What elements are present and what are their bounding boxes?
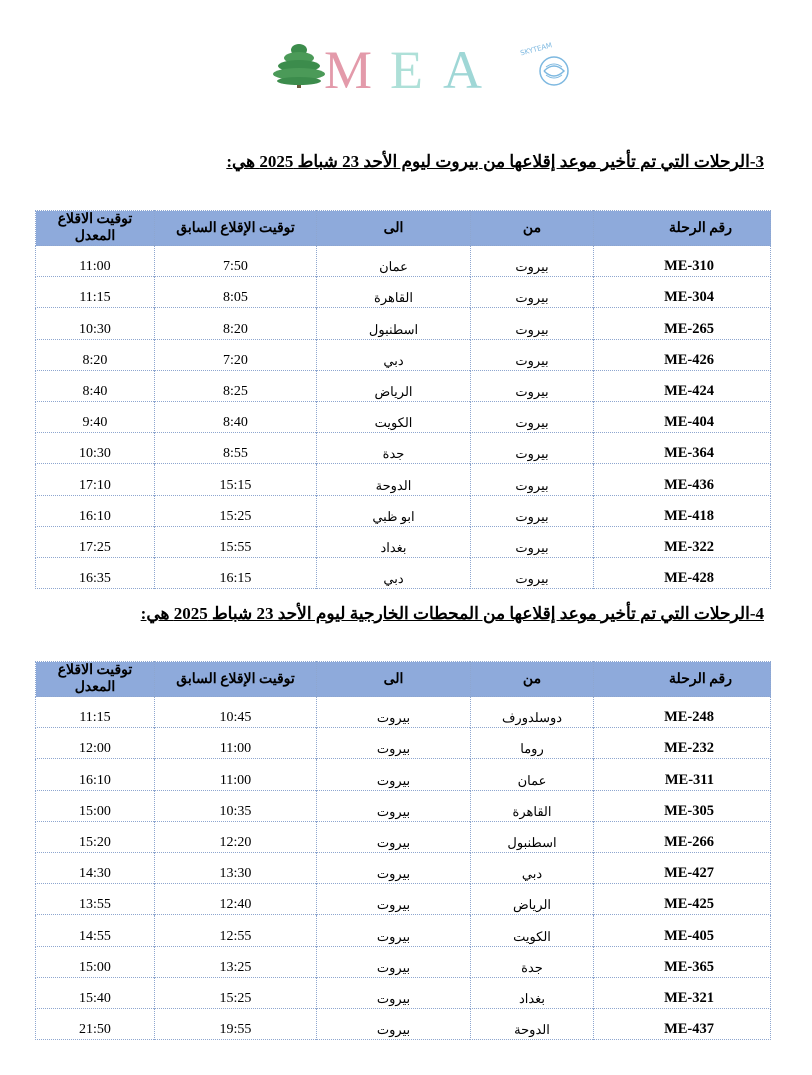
- cell-flight-number: ME-428: [594, 557, 771, 588]
- cell-flight-number: ME-321: [594, 977, 771, 1008]
- cell-previous-departure: 8:25: [155, 370, 317, 401]
- cell-to: القاهرة: [317, 277, 471, 308]
- cell-to: الكويت: [317, 401, 471, 432]
- cell-flight-number: ME-364: [594, 433, 771, 464]
- cell-flight-number: ME-265: [594, 308, 771, 339]
- cell-flight-number: ME-305: [594, 790, 771, 821]
- header-revised-departure: توقيت الاقلاع المعدل: [36, 662, 155, 697]
- mea-logo: [272, 38, 577, 94]
- cell-revised-departure: 15:40: [36, 977, 155, 1008]
- cell-to: بغداد: [317, 526, 471, 557]
- cell-revised-departure: 16:35: [36, 557, 155, 588]
- cell-previous-departure: 8:55: [155, 433, 317, 464]
- cell-previous-departure: 11:00: [155, 728, 317, 759]
- cell-flight-number: ME-232: [594, 728, 771, 759]
- cell-revised-departure: 11:00: [36, 246, 155, 277]
- cell-flight-number: ME-322: [594, 526, 771, 557]
- cedar-tree-icon: [273, 44, 325, 88]
- cell-revised-departure: 12:00: [36, 728, 155, 759]
- table-row: [36, 821, 771, 852]
- cell-previous-departure: 12:55: [155, 915, 317, 946]
- logo-letter-a: A: [443, 40, 482, 94]
- cell-previous-departure: 15:15: [155, 464, 317, 495]
- cell-from: بيروت: [471, 308, 594, 339]
- cell-from: بيروت: [471, 526, 594, 557]
- cell-revised-departure: 14:30: [36, 852, 155, 883]
- cell-to: جدة: [317, 433, 471, 464]
- table-row: [36, 1008, 771, 1039]
- cell-flight-number: ME-426: [594, 339, 771, 370]
- cell-to: دبي: [317, 557, 471, 588]
- table-row: [36, 790, 771, 821]
- cell-from: بغداد: [471, 977, 594, 1008]
- departures-from-beirut-table: [35, 210, 771, 589]
- cell-flight-number: ME-418: [594, 495, 771, 526]
- cell-to: بيروت: [317, 915, 471, 946]
- skyteam-icon: [540, 57, 568, 85]
- cell-from: بيروت: [471, 339, 594, 370]
- cell-flight-number: ME-424: [594, 370, 771, 401]
- cell-previous-departure: 8:05: [155, 277, 317, 308]
- cell-from: بيروت: [471, 464, 594, 495]
- logo-letter-e: E: [390, 40, 423, 94]
- cell-from: دوسلدورف: [471, 697, 594, 728]
- cell-revised-departure: 10:30: [36, 308, 155, 339]
- cell-previous-departure: 15:25: [155, 495, 317, 526]
- cell-revised-departure: 11:15: [36, 697, 155, 728]
- table-header-row: [36, 211, 771, 246]
- header-previous-departure: توقيت الإقلاع السابق: [155, 211, 317, 246]
- cell-revised-departure: 17:25: [36, 526, 155, 557]
- cell-to: بيروت: [317, 884, 471, 915]
- cell-from: روما: [471, 728, 594, 759]
- cell-from: عمان: [471, 759, 594, 790]
- table-row: [36, 464, 771, 495]
- cell-to: بيروت: [317, 697, 471, 728]
- table-row: [36, 728, 771, 759]
- table-row: [36, 884, 771, 915]
- header-to: الى: [317, 662, 471, 697]
- cell-revised-departure: 16:10: [36, 759, 155, 790]
- cell-flight-number: ME-436: [594, 464, 771, 495]
- table-row: [36, 697, 771, 728]
- cell-to: ابو ظبي: [317, 495, 471, 526]
- cell-previous-departure: 12:20: [155, 821, 317, 852]
- table-row: [36, 401, 771, 432]
- cell-revised-departure: 13:55: [36, 884, 155, 915]
- table-row: [36, 308, 771, 339]
- cell-from: بيروت: [471, 495, 594, 526]
- cell-previous-departure: 7:50: [155, 246, 317, 277]
- table-row: [36, 495, 771, 526]
- cell-from: الدوحة: [471, 1008, 594, 1039]
- cell-to: بيروت: [317, 977, 471, 1008]
- cell-flight-number: ME-437: [594, 1008, 771, 1039]
- skyteam-label: SKYTEAM: [519, 41, 553, 58]
- table-row: [36, 852, 771, 883]
- table-row: [36, 277, 771, 308]
- cell-previous-departure: 13:25: [155, 946, 317, 977]
- cell-to: بيروت: [317, 759, 471, 790]
- cell-revised-departure: 16:10: [36, 495, 155, 526]
- cell-from: بيروت: [471, 370, 594, 401]
- cell-to: بيروت: [317, 821, 471, 852]
- cell-from: بيروت: [471, 277, 594, 308]
- cell-revised-departure: 15:00: [36, 946, 155, 977]
- header-to: الى: [317, 211, 471, 246]
- section-4-title: 4-الرحلات التي تم تأخير موعد إقلاعها من المحطات الخارجية ليوم الأحد 23 شباط 2025 هي:: [140, 604, 764, 623]
- cell-to: الدوحة: [317, 464, 471, 495]
- table-row: [36, 977, 771, 1008]
- cell-previous-departure: 16:15: [155, 557, 317, 588]
- cell-flight-number: ME-248: [594, 697, 771, 728]
- cell-flight-number: ME-304: [594, 277, 771, 308]
- cell-previous-departure: 7:20: [155, 339, 317, 370]
- cell-from: جدة: [471, 946, 594, 977]
- table-row: [36, 915, 771, 946]
- cell-flight-number: ME-405: [594, 915, 771, 946]
- departures-from-external-stations-table: [35, 661, 771, 1040]
- cell-to: اسطنبول: [317, 308, 471, 339]
- section-3-title: 3-الرحلات التي تم تأخير موعد إقلاعها من بيروت ليوم الأحد 23 شباط 2025 هي:: [226, 152, 764, 171]
- cell-revised-departure: 10:30: [36, 433, 155, 464]
- cell-previous-departure: 13:30: [155, 852, 317, 883]
- cell-previous-departure: 8:20: [155, 308, 317, 339]
- cell-revised-departure: 15:00: [36, 790, 155, 821]
- cell-previous-departure: 12:40: [155, 884, 317, 915]
- table-row: [36, 526, 771, 557]
- table-row: [36, 557, 771, 588]
- cell-revised-departure: 8:20: [36, 339, 155, 370]
- cell-flight-number: ME-425: [594, 884, 771, 915]
- cell-revised-departure: 17:10: [36, 464, 155, 495]
- table-row: [36, 246, 771, 277]
- cell-from: بيروت: [471, 246, 594, 277]
- cell-from: بيروت: [471, 433, 594, 464]
- header-revised-departure: توقيت الاقلاع المعدل: [36, 211, 155, 246]
- table-row: [36, 370, 771, 401]
- table-header-row: [36, 662, 771, 697]
- cell-from: الرياض: [471, 884, 594, 915]
- cell-from: بيروت: [471, 401, 594, 432]
- header-flight-number: رقم الرحلة: [594, 211, 771, 246]
- cell-flight-number: ME-266: [594, 821, 771, 852]
- cell-previous-departure: 15:25: [155, 977, 317, 1008]
- header-previous-departure: توقيت الإقلاع السابق: [155, 662, 317, 697]
- cell-to: بيروت: [317, 1008, 471, 1039]
- cell-to: بيروت: [317, 852, 471, 883]
- cell-flight-number: ME-311: [594, 759, 771, 790]
- table-row: [36, 339, 771, 370]
- cell-from: بيروت: [471, 557, 594, 588]
- cell-previous-departure: 19:55: [155, 1008, 317, 1039]
- header-flight-number: رقم الرحلة: [594, 662, 771, 697]
- cell-previous-departure: 15:55: [155, 526, 317, 557]
- cell-flight-number: ME-365: [594, 946, 771, 977]
- cell-from: دبي: [471, 852, 594, 883]
- cell-to: بيروت: [317, 946, 471, 977]
- cell-to: بيروت: [317, 790, 471, 821]
- cell-previous-departure: 11:00: [155, 759, 317, 790]
- cell-revised-departure: 9:40: [36, 401, 155, 432]
- cell-revised-departure: 11:15: [36, 277, 155, 308]
- cell-to: عمان: [317, 246, 471, 277]
- cell-flight-number: ME-310: [594, 246, 771, 277]
- cell-revised-departure: 21:50: [36, 1008, 155, 1039]
- cell-revised-departure: 8:40: [36, 370, 155, 401]
- header-from: من: [471, 662, 594, 697]
- cell-from: القاهرة: [471, 790, 594, 821]
- cell-to: بيروت: [317, 728, 471, 759]
- cell-previous-departure: 8:40: [155, 401, 317, 432]
- cell-flight-number: ME-427: [594, 852, 771, 883]
- cell-to: دبي: [317, 339, 471, 370]
- table-row: [36, 946, 771, 977]
- cell-revised-departure: 15:20: [36, 821, 155, 852]
- table-row: [36, 759, 771, 790]
- cell-previous-departure: 10:45: [155, 697, 317, 728]
- cell-revised-departure: 14:55: [36, 915, 155, 946]
- logo-letter-m: M: [324, 40, 373, 94]
- cell-from: اسطنبول: [471, 821, 594, 852]
- cell-previous-departure: 10:35: [155, 790, 317, 821]
- cell-from: الكويت: [471, 915, 594, 946]
- table-row: [36, 433, 771, 464]
- mea-logo-graphic: [272, 38, 577, 94]
- cell-to: الرياض: [317, 370, 471, 401]
- cell-flight-number: ME-404: [594, 401, 771, 432]
- header-from: من: [471, 211, 594, 246]
